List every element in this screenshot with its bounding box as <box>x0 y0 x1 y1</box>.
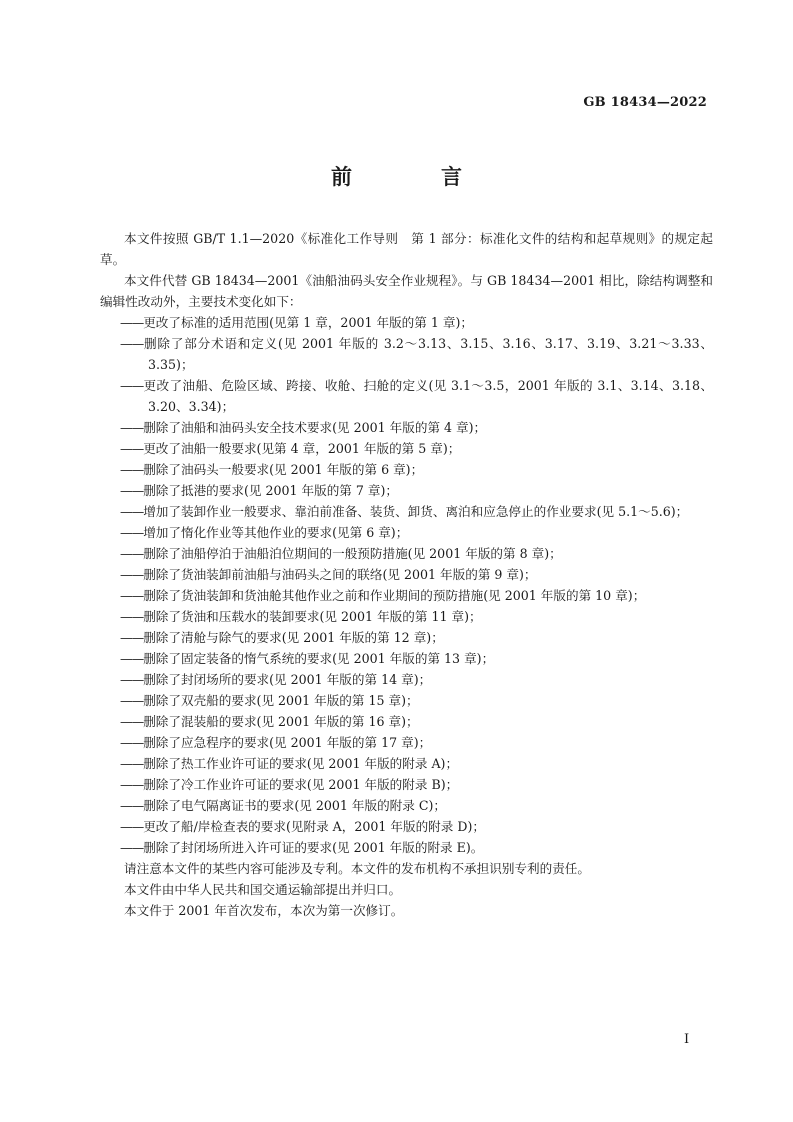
dash-marker: —— <box>120 840 144 855</box>
list-item-text: 删除了油船停泊于油船泊位期间的一般预防措施(见 2001 年版的第 8 章)； <box>143 546 562 561</box>
list-item <box>100 480 713 501</box>
dash-marker: —— <box>120 546 144 561</box>
dash-marker: —— <box>120 693 144 708</box>
list-item-text: 增加了惰化作业等其他作业的要求(见第 6 章)； <box>143 525 409 540</box>
list-item <box>100 459 713 480</box>
dash-marker: —— <box>120 714 144 729</box>
dash-marker: —— <box>120 336 144 351</box>
list-item <box>100 711 713 732</box>
dash-marker: —— <box>120 651 144 666</box>
list-item-text: 删除了应急程序的要求(见 2001 年版的第 17 章)； <box>143 735 432 750</box>
foreword-body <box>100 228 713 921</box>
list-item-text: 删除了货油和压载水的装卸要求(见 2001 年版的第 11 章)； <box>143 609 482 624</box>
dash-marker: —— <box>120 777 144 792</box>
list-item-text: 删除了油码头一般要求(见 2001 年版的第 6 章)； <box>143 462 424 477</box>
patent-notice: 请注意本文件的某些内容可能涉及专利。本文件的发布机构不承担识别专利的责任。 <box>124 861 590 876</box>
dash-marker: —— <box>120 756 144 771</box>
list-item <box>100 669 713 690</box>
changes-list <box>100 312 713 858</box>
list-item-text: 删除了货油装卸前油船与油码头之间的联络(见 2001 年版的第 9 章)； <box>143 567 537 582</box>
list-item <box>100 816 713 837</box>
list-item <box>100 312 713 333</box>
list-item <box>100 753 713 774</box>
list-item-text: 删除了混装船的要求(见 2001 年版的第 16 章)； <box>143 714 419 729</box>
list-item <box>100 564 713 585</box>
list-item-text: 删除了固定装备的惰气系统的要求(见 2001 年版的第 13 章)； <box>143 651 495 666</box>
drafting-rules-paragraph: 本文件按照 GB/T 1.1—2020《标准化工作导则 第 1 部分：标准化文件的结构和起草规则》的规定起草。 <box>100 231 713 267</box>
list-item <box>100 648 713 669</box>
list-item-text: 删除了货油装卸和货油舱其他作业之前和作业期间的预防措施(见 2001 年版的第 10 章)； <box>143 588 646 603</box>
list-item-text: 更改了船/岸检查表的要求(见附录 A，2001 年版的附录 D)； <box>143 819 485 834</box>
dash-marker: —— <box>120 483 144 498</box>
list-item <box>100 774 713 795</box>
list-item <box>100 375 713 417</box>
list-item <box>100 690 713 711</box>
list-item-text: 删除了封闭场所的要求(见 2001 年版的第 14 章)； <box>143 672 432 687</box>
proposer-statement: 本文件由中华人民共和国交通运输部提出并归口。 <box>124 882 402 897</box>
dash-marker: —— <box>120 588 144 603</box>
dash-marker: —— <box>120 630 144 645</box>
dash-marker: —— <box>120 819 144 834</box>
list-item <box>100 333 713 375</box>
list-item <box>100 627 713 648</box>
list-item <box>100 543 713 564</box>
list-item-text: 删除了热工作业许可证的要求(见 2001 年版的附录 A)； <box>143 756 459 771</box>
list-item-text: 增加了装卸作业一般要求、靠泊前准备、装货、卸货、离泊和应急停止的作业要求(见 5.1～5.6)； <box>143 504 689 519</box>
list-item-text: 删除了油船和油码头安全技术要求(见 2001 年版的第 4 章)； <box>143 420 487 435</box>
list-item <box>100 438 713 459</box>
list-item-text: 更改了标准的适用范围(见第 1 章，2001 年版的第 1 章)； <box>143 315 473 330</box>
dash-marker: —— <box>120 462 144 477</box>
list-item <box>100 795 713 816</box>
page-title: 前 言 <box>331 164 496 189</box>
dash-marker: —— <box>120 525 144 540</box>
dash-marker: —— <box>120 735 144 750</box>
list-item-text: 删除了封闭场所进入许可证的要求(见 2001 年版的附录 E)。 <box>143 840 484 855</box>
page-number: I <box>684 1032 690 1047</box>
list-item <box>100 732 713 753</box>
dash-marker: —— <box>120 567 144 582</box>
replacement-paragraph: 本文件代替 GB 18434—2001《油船油码头安全作业规程》。与 GB 18434—2001 相比，除结构调整和编辑性改动外，主要技术变化如下： <box>100 273 713 309</box>
list-item <box>100 837 713 858</box>
list-item <box>100 417 713 438</box>
dash-marker: —— <box>120 315 144 330</box>
dash-marker: —— <box>120 378 144 393</box>
dash-marker: —— <box>120 672 144 687</box>
list-item-text: 删除了部分术语和定义(见 2001 年版的 3.2～3.13、3.15、3.16、3.17、3.19、3.21～3.33、3.35)； <box>143 336 713 372</box>
list-item-text: 删除了清舱与除气的要求(见 2001 年版的第 12 章)； <box>143 630 444 645</box>
list-item <box>100 606 713 627</box>
list-item-text: 删除了双壳船的要求(见 2001 年版的第 15 章)； <box>143 693 419 708</box>
dash-marker: —— <box>120 609 144 624</box>
list-item <box>100 585 713 606</box>
publication-history: 本文件于 2001 年首次发布，本次为第一次修订。 <box>124 903 404 918</box>
list-item-text: 更改了油船、危险区域、跨接、收舱、扫舱的定义(见 3.1～3.5，2001 年版的 3.1、3.14、3.18、3.20、3.34)； <box>143 378 713 414</box>
dash-marker: —— <box>120 441 144 456</box>
list-item <box>100 522 713 543</box>
list-item <box>100 501 713 522</box>
list-item-text: 更改了油船一般要求(见第 4 章，2001 年版的第 5 章)； <box>143 441 461 456</box>
dash-marker: —— <box>120 420 144 435</box>
list-item-text: 删除了抵港的要求(见 2001 年版的第 7 章)； <box>143 483 398 498</box>
list-item-text: 删除了电气隔离证书的要求(见 2001 年版的附录 C)； <box>143 798 446 813</box>
standard-code: GB 18434—2022 <box>583 95 707 110</box>
list-item-text: 删除了冷工作业许可证的要求(见 2001 年版的附录 B)； <box>143 777 459 792</box>
dash-marker: —— <box>120 798 144 813</box>
dash-marker: —— <box>120 504 144 519</box>
